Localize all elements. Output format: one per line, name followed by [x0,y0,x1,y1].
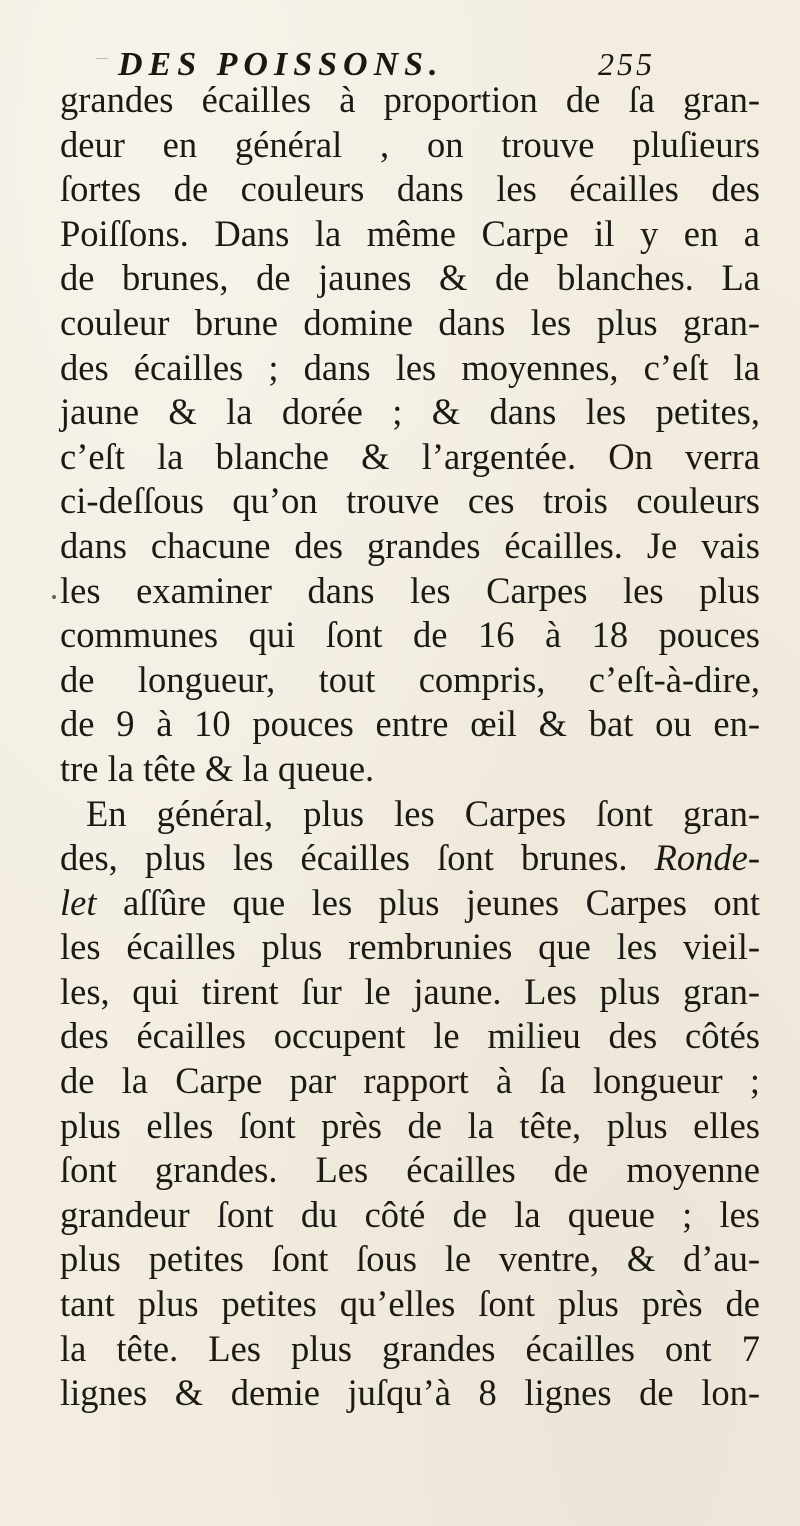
text-line [60,881,760,926]
text-line: tre la tête & la queue. [60,747,375,789]
text-line [60,836,760,881]
text-line: les écailles plus rembrunies que les vieil- [60,926,760,968]
text-line: de longueur, tout compris, c’eſt-à-dire, [60,658,760,700]
text-line: la tête. Les plus grandes écailles ont 7 [60,1327,760,1369]
text-line: de 9 à 10 pouces entre œil & bat ou en- [60,703,760,745]
text-line: ſont grandes. Les écailles de moyenne [60,1149,760,1191]
text-line: ci-deſſous qu’on trouve ces trois couleurs [60,480,760,522]
author-name-italic: let [60,881,97,923]
text-line: tant plus petites qu’elles ſont plus près de [60,1283,760,1325]
text-line: grandes écailles à proportion de ſa gran- [60,79,760,120]
running-title: DES POISSONS. [118,46,444,83]
paragraph-start-line: En général, plus les Carpes ſont gran- [86,792,760,834]
author-name-italic: Ronde- [654,837,761,879]
text-run: des, plus les écailles ſont brunes. [60,837,628,879]
page-number: 255 [598,46,655,82]
text-run: aſſûre que les plus jeunes Carpes ont [122,881,761,923]
text-line: deur en général , on trouve pluſieurs [60,123,760,165]
text-line: les examiner dans les Carpes les plus [60,569,760,611]
text-line: plus elles ſont près de la tête, plus elles [60,1104,760,1146]
text-line: Poiſſons. Dans la même Carpe il y en a [60,212,760,254]
text-line: jaune & la dorée ; & dans les petites, [60,391,760,433]
text-line: de la Carpe par rapport à ſa longueur ; [60,1060,760,1102]
text-line: des écailles occupent le milieu des côtés [60,1015,760,1057]
text-line: plus petites ſont ſous le ventre, & d’au- [60,1238,760,1280]
margin-mark [52,595,56,599]
text-line: grandeur ſont du côté de la queue ; les [60,1193,760,1235]
text-line: c’eſt la blanche & l’argentée. On verra [60,435,760,477]
text-line: ſortes de couleurs dans les écailles des [60,168,760,210]
text-line: communes qui ſont de 16 à 18 pouces [60,614,760,656]
body-text [60,78,760,1416]
text-line: lignes & demie juſqu’à 8 lignes de lon- [60,1372,760,1414]
text-line: des écailles ; dans les moyennes, c’eſt la [60,346,760,388]
text-line: couleur brune domine dans les plus gran- [60,301,760,343]
text-line: dans chacune des grandes écailles. Je vais [60,524,760,566]
text-line: les, qui tirent ſur le jaune. Les plus gran- [60,970,760,1012]
text-line: de brunes, de jaunes & de blanches. La [60,257,760,299]
